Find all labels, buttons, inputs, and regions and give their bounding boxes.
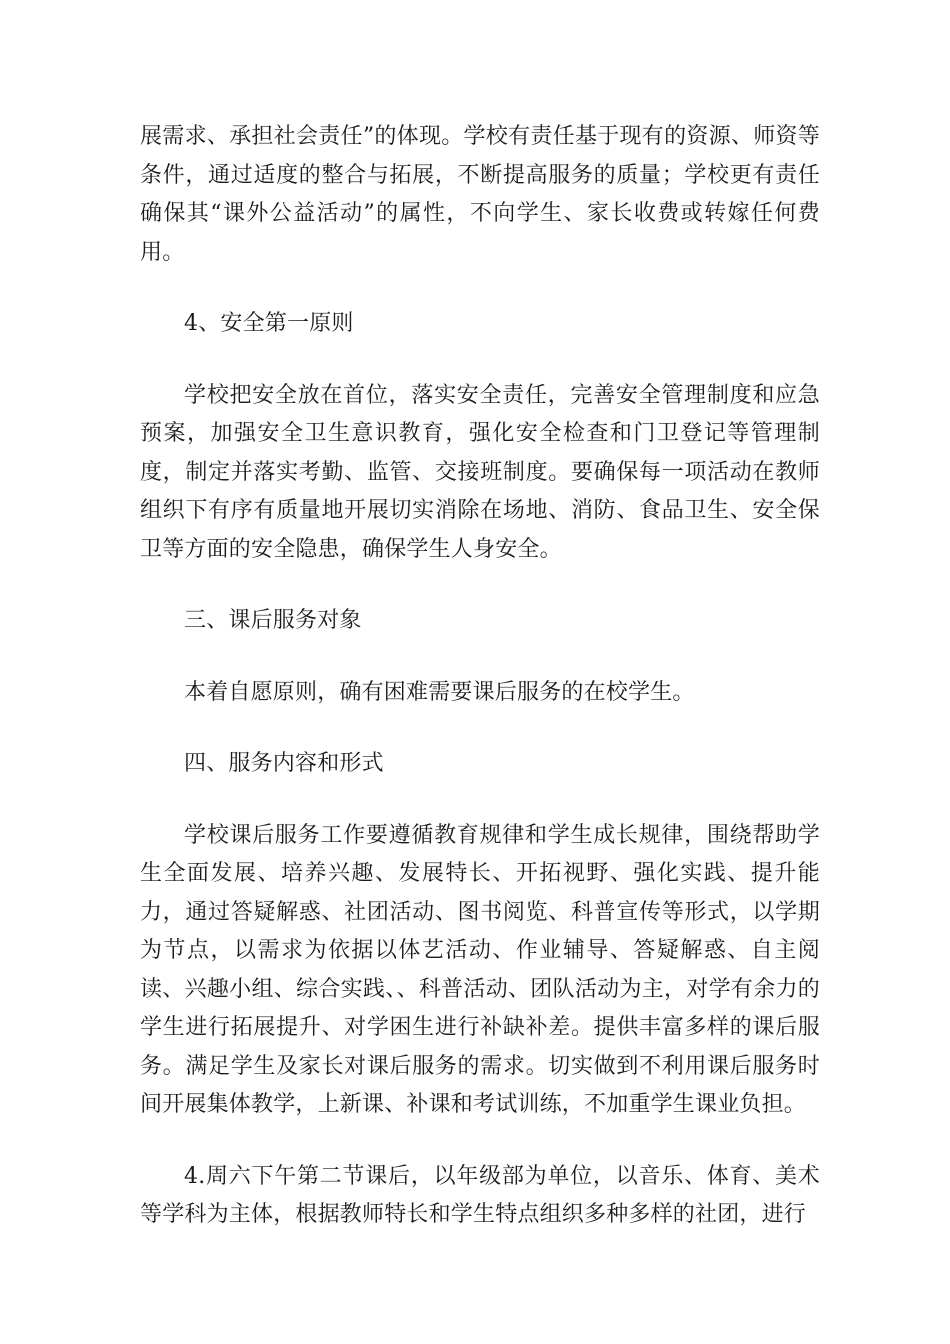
- section-heading-service-content: 四、服务内容和形式: [184, 751, 384, 776]
- paragraph-continuation: 展需求、承担社会责任”的体现。学校有责任基于现有的资源、师资等条件，通过适度的整合与拓展，不断提高服务的质量；学校更有责任确保其“课外公益活动”的属性，不向学生、家长收费或转嫁任何费用。: [140, 124, 820, 265]
- section-heading-service-target: 三、课后服务对象: [184, 608, 362, 633]
- document-page: [140, 118, 820, 1235]
- paragraph-service-content: 学校课后服务工作要遵循教育规律和学生成长规律，围绕帮助学生全面发展、培养兴趣、发展特长、开拓视野、强化实践、提升能力，通过答疑解惑、社团活动、图书阅览、科普宣传等形式，以学期为节点，以需求为依据以体艺活动、作业辅导、答疑解惑、自主阅读、兴趣小组、综合实践、、科普活动、团队活动为主，对学有余力的学生进行拓展提升、对学困生进行补缺补差。提供丰富多样的课后服务。满足学生及家长对课后服务的需求。切实做到不利用课后服务时间开展集体教学，上新课、补课和考试训练，不加重学生课业负担。: [140, 822, 820, 1117]
- paragraph-safety: 学校把安全放在首位，落实安全责任，完善安全管理制度和应急预案，加强安全卫生意识教育，强化安全检查和门卫登记等管理制度，制定并落实考勤、监管、交接班制度。要确保每一项活动在教师组织下有序有质量地开展切实消除在场地、消防、食品卫生、安全保卫等方面的安全隐患，确保学生人身安全。: [140, 382, 820, 562]
- section-heading-safety-first: 4、安全第一原则: [184, 311, 354, 336]
- paragraph-saturday-clubs: 4.周六下午第二节课后，以年级部为单位，以音乐、体育、美术等学科为主体，根据教师特长和学生特点组织多种多样的社团，进行: [140, 1163, 820, 1227]
- paragraph-service-target: 本着自愿原则，确有困难需要课后服务的在校学生。: [184, 679, 695, 705]
